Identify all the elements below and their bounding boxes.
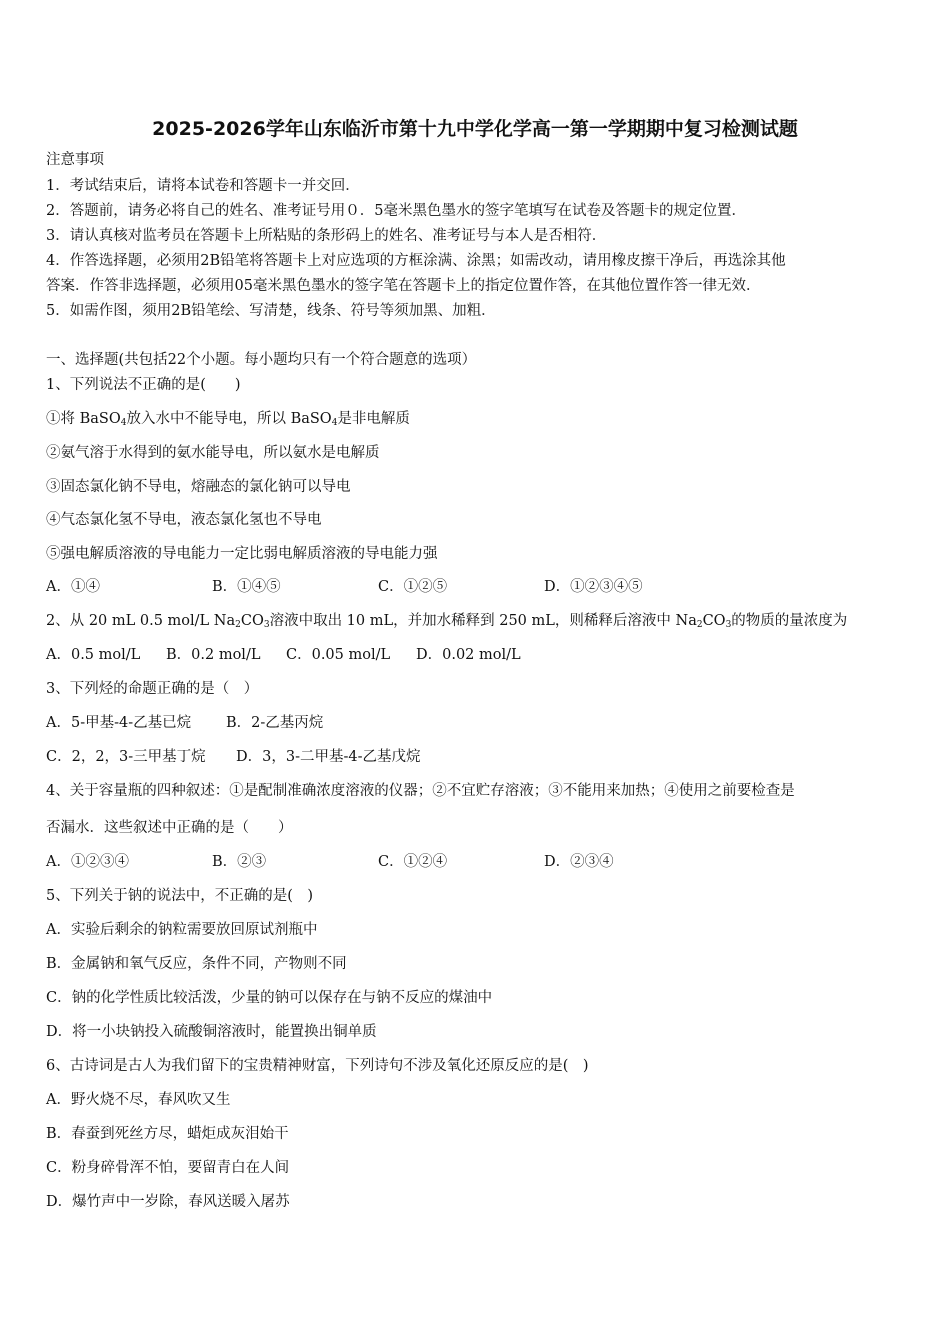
question-3-stem: 3、下列烃的命题正确的是（ ） xyxy=(46,681,259,697)
question-3-options-row-1 xyxy=(46,713,323,733)
option-d[interactable]: D．爆竹声中一岁除，春风送暖入屠苏 xyxy=(46,1194,290,1210)
statement-text: ①将 BaSO xyxy=(46,411,121,427)
option-d[interactable]: D．①②③④⑤ xyxy=(544,579,643,595)
notice-item: 答案．作答非选择题，必须用05毫米黑色墨水的签字笔在答题卡上的指定位置作答，在其他位置作答一律无效． xyxy=(46,278,761,294)
option-a[interactable]: A．5-甲基-4-乙基已烷 xyxy=(46,715,192,731)
statement-text: 是非电解质 xyxy=(337,411,410,427)
option-b[interactable]: B．2-乙基丙烷 xyxy=(226,715,324,731)
question-1-options xyxy=(46,577,643,597)
question-6-stem: 6、古诗词是古人为我们留下的宝贵精神财富，下列诗句不涉及氧化还原反应的是( ) xyxy=(46,1058,589,1074)
subscript: 4 xyxy=(120,418,127,428)
question-1-statement-2: ②氨气溶于水得到的氨水能导电，所以氨水是电解质 xyxy=(46,445,380,461)
subscript: 3 xyxy=(725,620,732,630)
stem-text: 2、从 20 mL 0.5 mol/L Na xyxy=(46,613,236,629)
notice-item: 4．作答选择题，必须用2B铅笔将答题卡上对应选项的方框涂满、涂黑；如需改动，请用橡皮擦干净后，再选涂其他 xyxy=(46,253,786,269)
notice-item: 1．考试结束后，请将本试卷和答题卡一并交回． xyxy=(46,178,360,194)
stem-text: CO xyxy=(702,613,726,629)
page-title: 2025-2026学年山东临沂市第十九中学化学高一第一学期期中复习检测试题 xyxy=(152,118,798,140)
option-d[interactable]: D．0.02 mol/L xyxy=(416,647,521,663)
option-a[interactable]: A．①②③④ xyxy=(46,854,129,870)
question-1-statement-5: ⑤强电解质溶液的导电能力一定比弱电解质溶液的导电能力强 xyxy=(46,546,438,562)
stem-text: 的物质的量浓度为 xyxy=(731,613,848,629)
option-c[interactable]: C．①②⑤ xyxy=(378,579,448,595)
option-b[interactable]: B．春蚕到死丝方尽，蜡炬成灰泪始干 xyxy=(46,1126,289,1142)
option-c[interactable]: C．①②④ xyxy=(378,854,448,870)
subscript: 2 xyxy=(696,620,703,630)
notice-item: 2．答题前，请务必将自己的姓名、准考证号用０．5毫米黑色墨水的签字笔填写在试卷及答题卡的规定位置． xyxy=(46,203,746,219)
question-1-statement-1 xyxy=(46,409,410,433)
option-d[interactable]: D．将一小块钠投入硫酸铜溶液时，能置换出铜单质 xyxy=(46,1024,377,1040)
option-c[interactable]: C．2，2，3-三甲基丁烷 xyxy=(46,749,206,765)
question-1-statement-4: ④气态氯化氢不导电，液态氯化氢也不导电 xyxy=(46,512,322,528)
notice-item: 5．如需作图，须用2B铅笔绘、写清楚，线条、符号等须加黑、加粗． xyxy=(46,303,496,319)
option-a[interactable]: A．0.5 mol/L xyxy=(46,647,141,663)
question-4-options xyxy=(46,852,614,872)
option-d[interactable]: D．3，3-二甲基-4-乙基戊烷 xyxy=(236,749,421,765)
option-c[interactable]: C．0.05 mol/L xyxy=(286,647,391,663)
option-c[interactable]: C．粉身碎骨浑不怕，要留青白在人间 xyxy=(46,1160,290,1176)
option-b[interactable]: B．①④⑤ xyxy=(212,579,281,595)
question-4-stem-line-1: 4、关于容量瓶的四种叙述：①是配制准确浓度溶液的仪器；②不宜贮存溶液；③不能用来加热；④使用之前要检查是 xyxy=(46,783,795,799)
option-d[interactable]: D．②③④ xyxy=(544,854,614,870)
option-c[interactable]: C．钠的化学性质比较活泼，少量的钠可以保存在与钠不反应的煤油中 xyxy=(46,990,493,1006)
option-b[interactable]: B．金属钠和氧气反应，条件不同，产物则不同 xyxy=(46,956,347,972)
option-a[interactable]: A．野火烧不尽，春风吹又生 xyxy=(46,1092,231,1108)
notice-item: 3．请认真核对监考员在答题卡上所粘贴的条形码上的姓名、准考证号与本人是否相符． xyxy=(46,228,607,244)
subscript: 3 xyxy=(263,620,270,630)
question-1-stem: 1、下列说法不正确的是( ) xyxy=(46,377,241,393)
stem-text: 溶液中取出 10 mL，并加水稀释到 250 mL，则稀释后溶液中 Na xyxy=(269,613,697,629)
subscript: 2 xyxy=(235,620,241,630)
option-b[interactable]: B．0.2 mol/L xyxy=(166,647,261,663)
question-4-stem-line-2: 否漏水．这些叙述中正确的是（ ） xyxy=(46,820,293,836)
option-a[interactable]: A．实验后剩余的钠粒需要放回原试剂瓶中 xyxy=(46,922,318,938)
question-3-options-row-2 xyxy=(46,747,421,767)
notice-heading: 注意事项 xyxy=(46,152,104,168)
subscript: 4 xyxy=(331,418,338,428)
section-heading: 一、选择题(共包括22个小题。每小题均只有一个符合题意的选项） xyxy=(46,352,477,368)
option-a[interactable]: A．①④ xyxy=(46,579,100,595)
statement-text: 放入水中不能导电，所以 BaSO xyxy=(126,411,332,427)
option-b[interactable]: B．②③ xyxy=(212,854,267,870)
question-2-options xyxy=(46,645,521,665)
question-2-stem xyxy=(46,611,847,635)
question-5-stem: 5、下列关于钠的说法中，不正确的是( ) xyxy=(46,888,314,904)
question-1-statement-3: ③固态氯化钠不导电，熔融态的氯化钠可以导电 xyxy=(46,479,351,495)
stem-text: CO xyxy=(240,613,264,629)
